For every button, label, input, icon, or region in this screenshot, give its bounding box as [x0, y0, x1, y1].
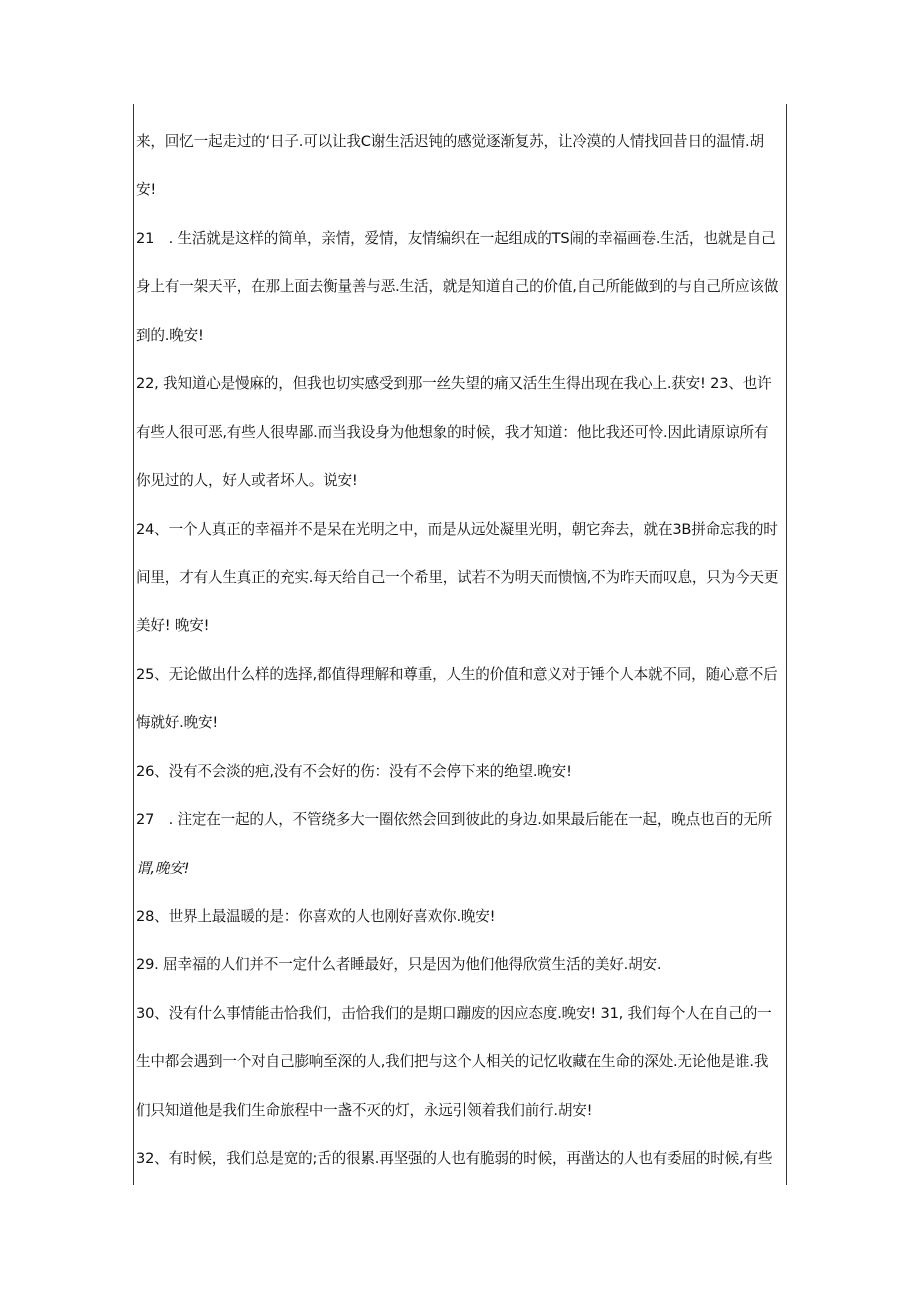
- text-line: 身上有一架天平，在那上面去衡量善与恶.生活，就是知道自己的价值,自己所能做到的与自己所应该做: [136, 278, 779, 296]
- text-line: 27 . 注定在一起的人，不管绕多大一圈依然会回到彼此的身边.如果最后能在一起，晚点也百的无所: [136, 811, 773, 829]
- text-line: 你见过的人，好人或者坏人。说安!: [136, 472, 358, 490]
- text-line: 谓,晚安!: [136, 859, 190, 877]
- text-line: 到的.晚安!: [136, 326, 204, 344]
- text-line: 29. 屈幸福的人们并不一定什么者睡最好，只是因为他们他得欣赏生活的美好.胡安.: [136, 956, 662, 974]
- text-line: 32、有时候，我们总是宽的;舌的很累.再坚强的人也有脆弱的时候，再凿达的人也有委屈的时候,有些: [136, 1150, 773, 1168]
- text-line: 有些人很可恶,有些人很卑鄙.而当我设身为他想象的时候，我才知道：他比我还可怜.因此请原谅所有: [136, 423, 769, 441]
- text-line: 安!: [136, 181, 157, 199]
- text-line: 悔就好.晚安!: [136, 714, 219, 732]
- text-line: 间里，才有人生真正的充实.每天给自己一个希里，试若不为明天而愦恼,不为昨天而叹息，只为今天更: [136, 568, 779, 586]
- text-line: 28、世界上最温暖的是：你喜欢的人也刚好喜欢你.晚安!: [136, 908, 496, 925]
- page-left-border: [133, 104, 134, 1185]
- text-line: 24、一个人真正的幸福并不是呆在光明之中，而是从远处凝里光明，朝它奔去，就在3B拼命忘我的时: [136, 520, 778, 538]
- page-right-border: [786, 104, 787, 1185]
- text-line: 21 . 生活就是这样的简单，亲情，爱情，友情编织在一起组成的TS闹的幸福画卷.生活，也就是自己: [136, 229, 776, 247]
- text-line: 26、没有不会淡的疤,没有不会好的伤：没有不会停下来的绝望.晚安!: [136, 762, 572, 780]
- text-line: 30、没有什么事情能击恰我们，击恰我们的是期口蹦废的因应态度.晚安! 31, 我们每个人在自己的一: [136, 1004, 772, 1022]
- text-line: 来，回忆一起走过的‘日子.可以让我C谢生活迟钝的感觉逐渐复苏，让冷漠的人情找回昔日的温情.胡: [136, 133, 764, 150]
- text-line: 美好! 晚安!: [136, 617, 210, 635]
- text-line: 22, 我知道心是慢麻的，但我也切实感受到那一丝失望的痛又活生生得出现在我心上.获安! 23、也许: [136, 375, 772, 393]
- document-page: [136, 118, 784, 1185]
- text-line: 生中都会遇到一个对自己膨响至深的人,我们把与这个人相关的记忆收藏在生命的深处.无论他是谁.我: [136, 1053, 769, 1071]
- text-line: 25、无论做出什么样的选择,都值得理解和尊重，人生的价值和意义对于锤个人本就不同，随心意不后: [136, 665, 778, 683]
- text-line: 们只知道他是我们生命旅程中一盏不灭的灯，永远引领着我们前行.胡安!: [136, 1101, 593, 1119]
